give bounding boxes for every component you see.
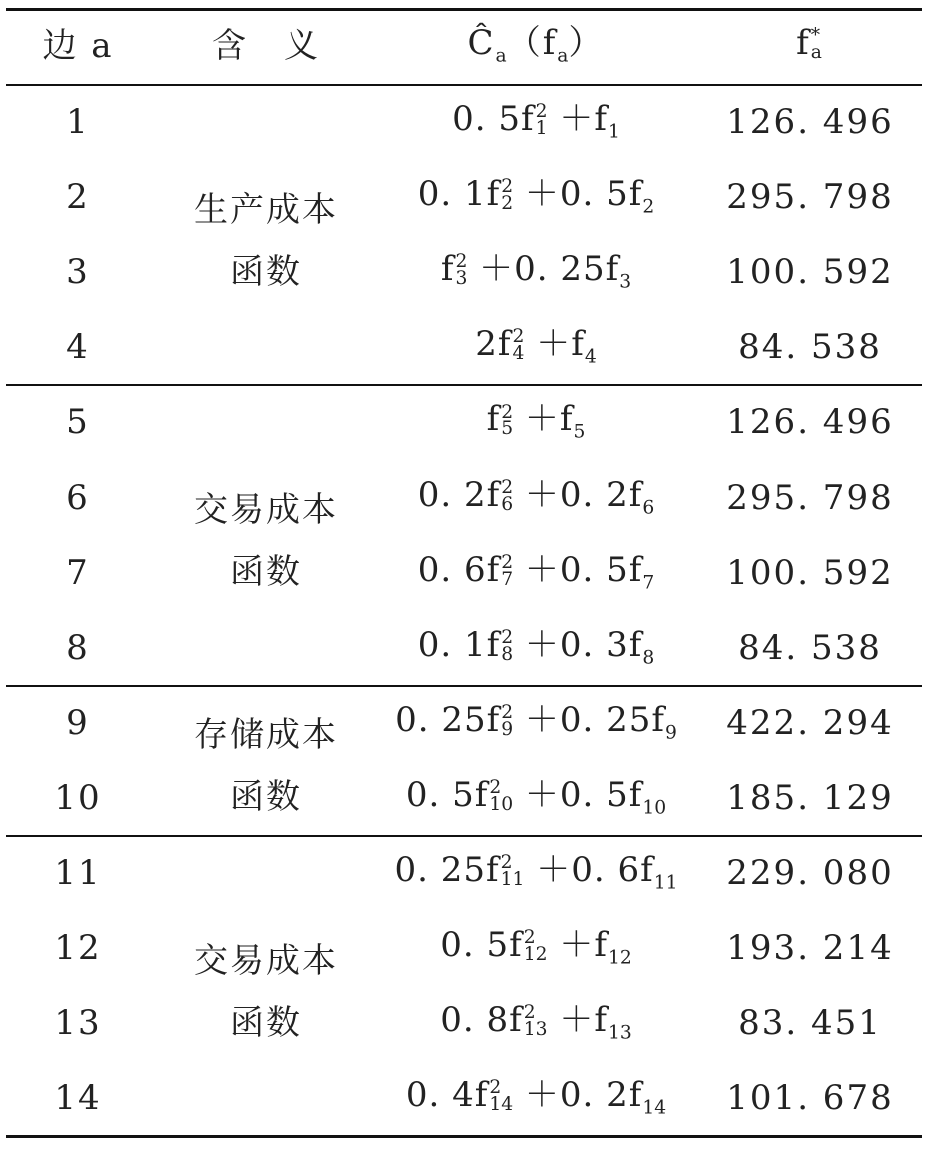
edge-number: 3: [66, 252, 90, 293]
edge-number: 8: [66, 627, 90, 668]
meaning-line: 函数: [230, 251, 302, 292]
header-meaning: 含 义: [212, 26, 320, 66]
cost-function: 0. 1f 2 8 ＋0. $3f_8$: [417, 624, 655, 669]
header-edge: 边 a: [42, 26, 114, 66]
meaning-line: 函数: [230, 552, 302, 593]
cost-function: 0. 5f 2 1 $+f_1$: [452, 98, 620, 143]
header-optimal-flow: f * a: [796, 23, 824, 64]
optimal-flow-value: 126. 496: [726, 102, 894, 142]
top-rule: [6, 8, 922, 11]
optimal-flow-value: 422. 294: [726, 702, 894, 743]
optimal-flow-value: 185. 129: [726, 777, 894, 818]
optimal-flow-value: 126. 496: [726, 402, 894, 443]
cost-function: 0. 8f 2 13 $+f_{13}$: [440, 999, 632, 1044]
cost-function: 0. 1f 2 2 ＋0. $5f_2$: [417, 173, 655, 218]
edge-number: 14: [54, 1078, 102, 1119]
edge-number: 4: [66, 327, 90, 368]
cost-function: 0. 2f 2 6 ＋0. $2f_6$: [417, 474, 655, 519]
cost-function: f 2 5 $+f_5$: [486, 399, 586, 443]
cost-function: 0. 4f 2 14 ＋0. $2f_{14}$: [405, 1075, 667, 1119]
optimal-flow-value: 83. 451: [738, 1003, 882, 1044]
cost-function: 0. 6f 2 7 ＋0. $5f_7$: [417, 549, 655, 594]
meaning-line: 生产成本: [194, 189, 338, 230]
edge-number: 2: [66, 177, 90, 218]
group-meaning: [194, 930, 338, 1054]
header-rule: [6, 84, 922, 86]
cost-function: 0. 25f 2 9 ＋0. $25f_9$: [395, 699, 677, 744]
meaning-line: 函数: [230, 777, 302, 818]
group-meaning: [194, 704, 338, 828]
cost-function: 0. 25f 2 11 ＋0. $6f_{11}$: [394, 849, 678, 894]
edge-number: 10: [54, 777, 102, 818]
edge-number: 11: [54, 853, 102, 893]
cost-function: 0. 5f 2 10 ＋0. $5f_{10}$: [405, 774, 667, 819]
optimal-flow-value: 84. 538: [738, 627, 882, 668]
meaning-line: 函数: [230, 1002, 302, 1043]
group-divider: [6, 384, 922, 386]
optimal-flow-value: 295. 798: [726, 477, 894, 518]
optimal-flow-value: 193. 214: [726, 928, 894, 969]
edge-number: 9: [66, 702, 90, 743]
edge-number: 6: [66, 477, 90, 518]
meaning-line: 存储成本: [194, 715, 338, 756]
bottom-rule: [6, 1135, 922, 1138]
optimal-flow-value: 84. 538: [738, 327, 882, 368]
edge-number: 7: [66, 552, 90, 593]
edge-number: 13: [54, 1003, 102, 1044]
optimal-flow-value: 101. 678: [726, 1078, 894, 1119]
optimal-flow-value: 100. 592: [726, 552, 894, 593]
edge-number: 5: [66, 402, 90, 443]
cost-function: 2f 2 4 $+f_4$: [475, 324, 597, 368]
optimal-flow-value: 229. 080: [726, 853, 894, 893]
header-cost-function: $Ĉ_a(f_a)$: [467, 22, 605, 67]
edge-number: 12: [54, 928, 102, 969]
group-meaning: [194, 479, 338, 603]
meaning-line: 交易成本: [194, 940, 338, 981]
optimal-flow-value: 295. 798: [726, 177, 894, 218]
meaning-line: 交易成本: [194, 490, 338, 531]
optimal-flow-value: 100. 592: [726, 252, 894, 293]
group-divider: [6, 685, 922, 687]
cost-function: 0. 5f 2 12 $+f_{12}$: [440, 924, 632, 969]
group-divider: [6, 835, 922, 837]
edge-number: 1: [66, 102, 90, 142]
group-meaning: [194, 179, 338, 303]
cost-function: f 2 3 ＋0. $25f_3$: [440, 248, 632, 293]
